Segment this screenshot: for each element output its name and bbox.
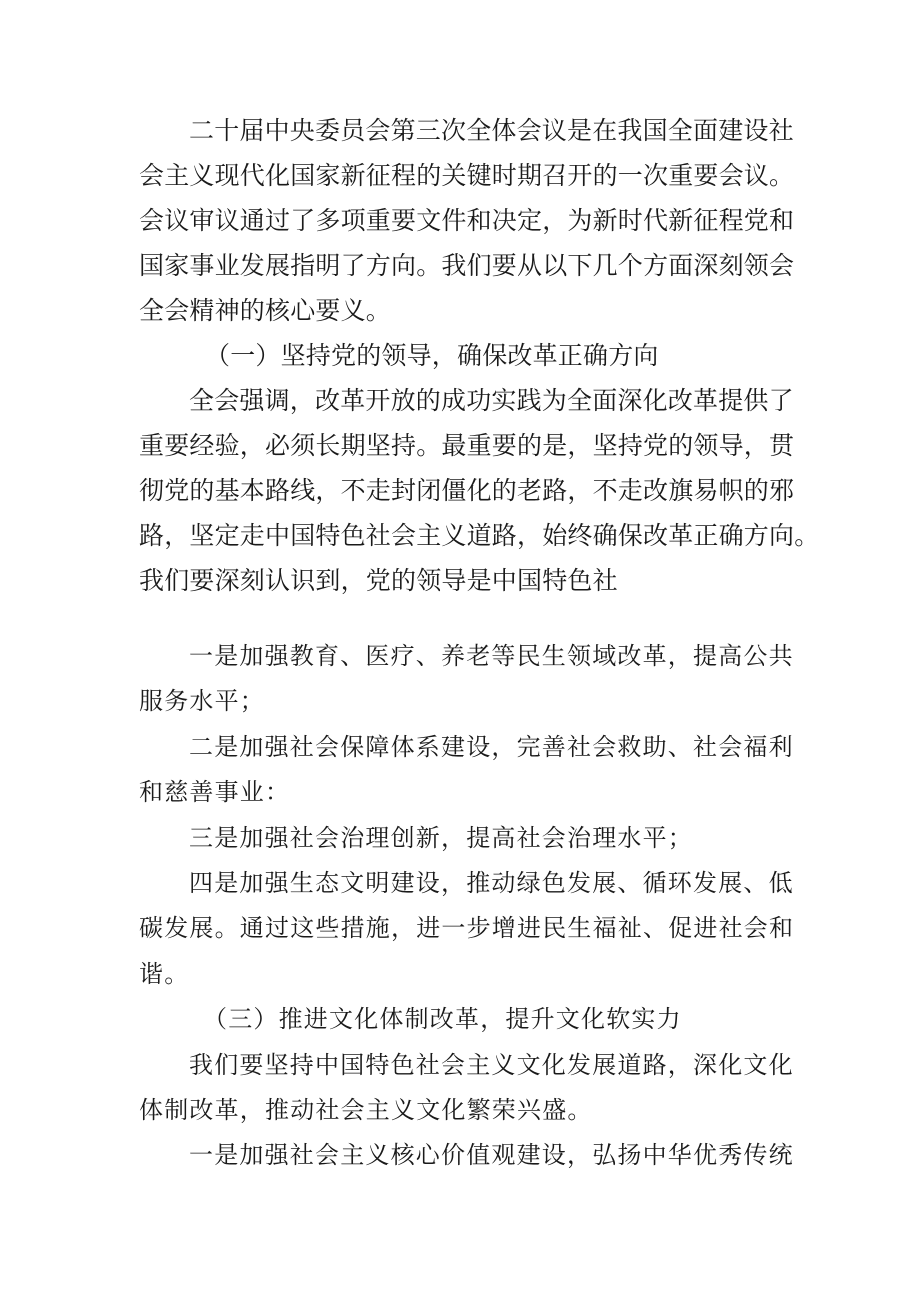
text-line: 全会强调，改革开放的成功实践为全面深化改革提供了: [189, 386, 794, 415]
list-item-1: [139, 634, 799, 725]
text-line: 重要经验，必须长期坚持。最重要的是，坚持党的领导，贯: [139, 431, 795, 460]
text-line: 国家事业发展指明了方向。我们要从以下几个方面深刻领会: [139, 251, 795, 280]
list-item-5: [139, 1133, 799, 1178]
text-line: 我们要深刻认识到，党的领导是中国特色社: [139, 566, 618, 595]
text-line: 和慈善事业：: [139, 778, 291, 807]
list-item-2: [139, 725, 799, 816]
text-line: 全会精神的核心要义。: [139, 296, 392, 325]
section-heading-1: （一）坚持党的领导，确保改革正确方向: [205, 341, 659, 370]
text-line: 会议审议通过了多项重要文件和决定，为新时代新征程党和: [139, 206, 795, 235]
text-line: 服务水平；: [139, 687, 265, 716]
paragraph-3: [139, 1043, 799, 1134]
text-line: 会主义现代化国家新征程的关键时期召开的一次重要会议。: [139, 161, 795, 190]
text-line: 彻党的基本路线，不走封闭僵化的老路，不走改旗易帜的邪: [139, 476, 795, 505]
list-item-3: [139, 816, 799, 861]
text-line: 一是加强社会主义核心价值观建设，弘扬中华优秀传统: [189, 1141, 794, 1170]
text-line: 三是加强社会治理创新，提高社会治理水平；: [189, 823, 693, 852]
paragraph-1: [139, 378, 820, 603]
text-line: 一是加强教育、医疗、养老等民生领域改革，提高公共: [189, 642, 794, 670]
text-line: 我们要坚持中国特色社会主义文化发展道路，深化文化: [189, 1050, 794, 1079]
section-heading-3: （三）推进文化体制改革，提升文化软实力: [203, 1005, 682, 1034]
intro-paragraph: [139, 108, 799, 333]
text-line: 四是加强生态文明建设，推动绿色发展、循环发展、低: [189, 868, 794, 897]
text-line: 路，坚定走中国特色社会主义道路，始终确保改革正确方向。: [139, 521, 820, 550]
text-line: 二是加强社会保障体系建设，完善社会救助、社会福利: [189, 732, 794, 761]
text-line: 体制改革，推动社会主义文化繁荣兴盛。: [139, 1095, 593, 1124]
upper-section: [139, 108, 820, 603]
list-item-4: [139, 861, 799, 997]
text-line: 二十届中央委员会第三次全体会议是在我国全面建设社: [189, 116, 794, 145]
lower-section: [139, 634, 799, 1179]
text-line: 碳发展。通过这些措施，进一步增进民生福祉、促进社会和: [139, 914, 795, 943]
text-line: 谐。: [139, 959, 190, 988]
